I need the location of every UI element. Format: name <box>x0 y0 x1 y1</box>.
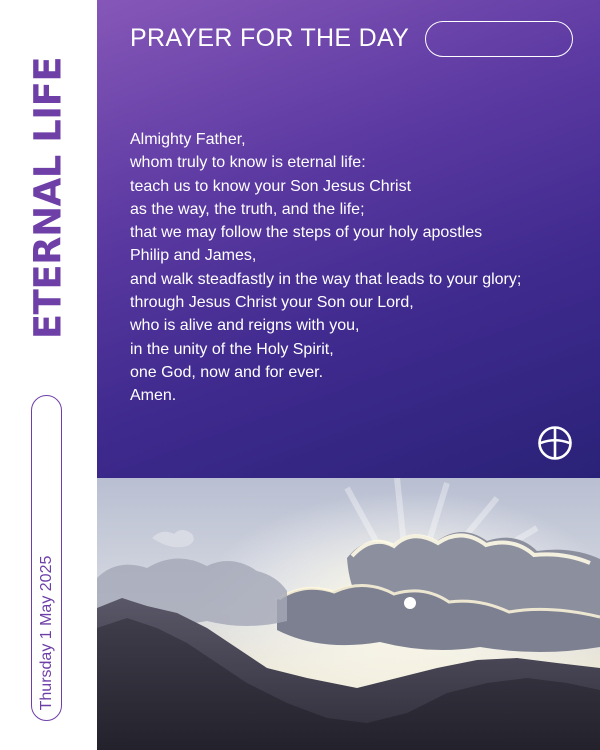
prayer-line: as the way, the truth, and the life; <box>130 200 365 218</box>
prayer-line: through Jesus Christ your Son our Lord, <box>130 294 414 312</box>
sky-mountain-photo <box>97 478 600 750</box>
prayer-line: Amen. <box>130 387 177 405</box>
sidebar-title: ETERNAL LIFE <box>26 56 70 340</box>
prayer-line: in the unity of the Holy Spirit, <box>130 340 334 358</box>
prayer-line: Almighty Father, <box>130 131 246 148</box>
prayer-line: and walk steadfastly in the way that leads to your glory; <box>130 270 522 288</box>
prayer-panel <box>97 0 600 478</box>
prayer-line: teach us to know your Son Jesus Christ <box>130 177 412 195</box>
date-label: Thursday 1 May 2025 <box>38 555 55 711</box>
prayer-line: Philip and James, <box>130 247 257 265</box>
prayer-line: whom truly to know is eternal life: <box>130 154 366 172</box>
page-title: PRAYER FOR THE DAY <box>130 24 410 52</box>
prayer-line: who is alive and reigns with you, <box>130 317 360 335</box>
church-of-england-logo-icon <box>537 425 573 461</box>
sidebar <box>0 0 97 750</box>
header-pill <box>425 21 573 57</box>
prayer-text <box>130 128 595 408</box>
prayer-line: that we may follow the steps of your holy apostles <box>130 224 483 242</box>
prayer-line: one God, now and for ever. <box>130 363 324 381</box>
